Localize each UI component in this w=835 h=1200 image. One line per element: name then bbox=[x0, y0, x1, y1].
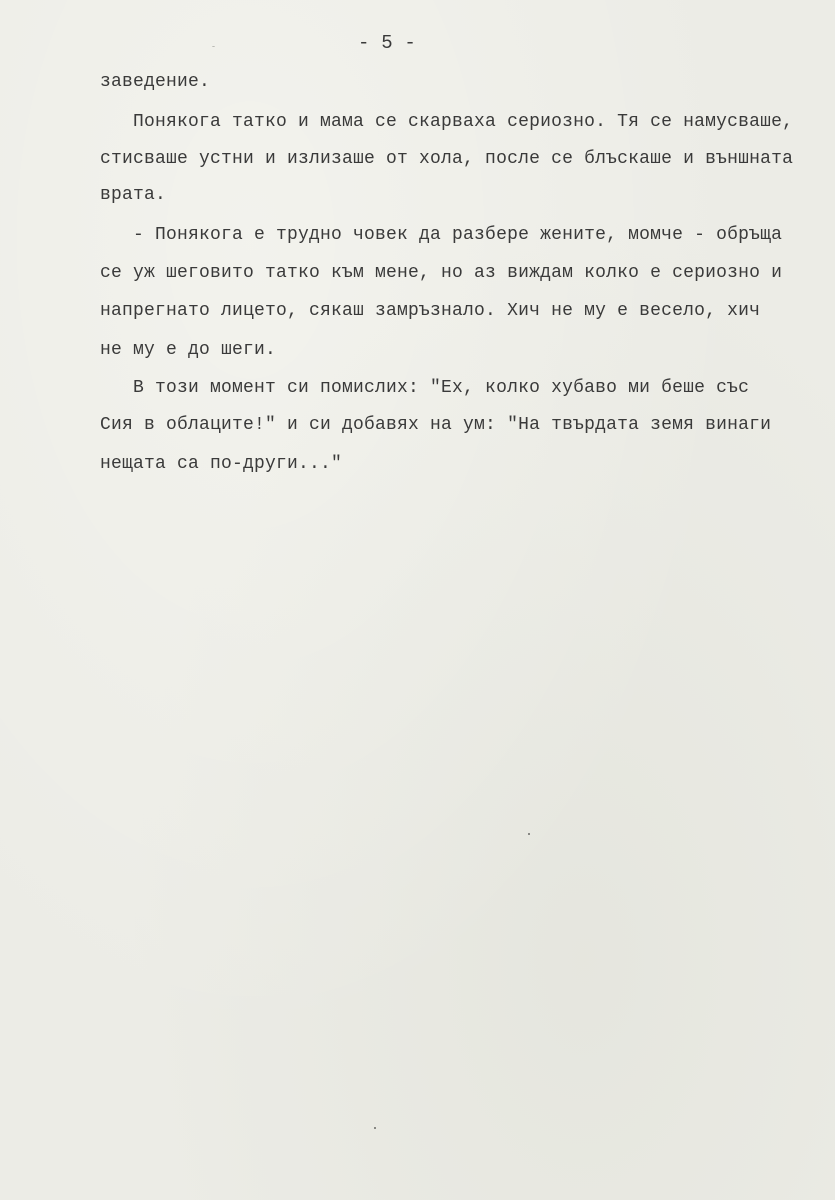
text-line: заведение. bbox=[100, 72, 211, 92]
page-number: - 5 - bbox=[358, 32, 417, 54]
text-line: нещата са по-други..." bbox=[100, 454, 343, 474]
text-line: се уж шеговито татко към мене, но аз виждам колко е сериозно и bbox=[100, 263, 783, 283]
text-line: напрегнато лицето, сякаш замръзнало. Хич не му е весело, хич bbox=[100, 301, 761, 321]
text-line: врата. bbox=[100, 185, 167, 205]
text-line: В този момент си помислих: "Ех, колко хубаво ми беше със bbox=[100, 378, 750, 398]
text-line: - Понякога е трудно човек да разбере жените, момче - обръща bbox=[100, 225, 783, 245]
text-line: не му е до шеги. bbox=[100, 340, 277, 360]
paper-speck bbox=[212, 46, 215, 47]
text-line: стисваше устни и излизаше от хола, после се блъскаше и външната bbox=[100, 149, 794, 169]
paper-speck bbox=[528, 833, 530, 835]
paper-speck bbox=[374, 1127, 376, 1129]
text-line: Понякога татко и мама се скарваха сериозно. Тя се намусваше, bbox=[100, 112, 794, 132]
text-line: Сия в облаците!" и си добавях на ум: "На твърдата земя винаги bbox=[100, 415, 772, 435]
